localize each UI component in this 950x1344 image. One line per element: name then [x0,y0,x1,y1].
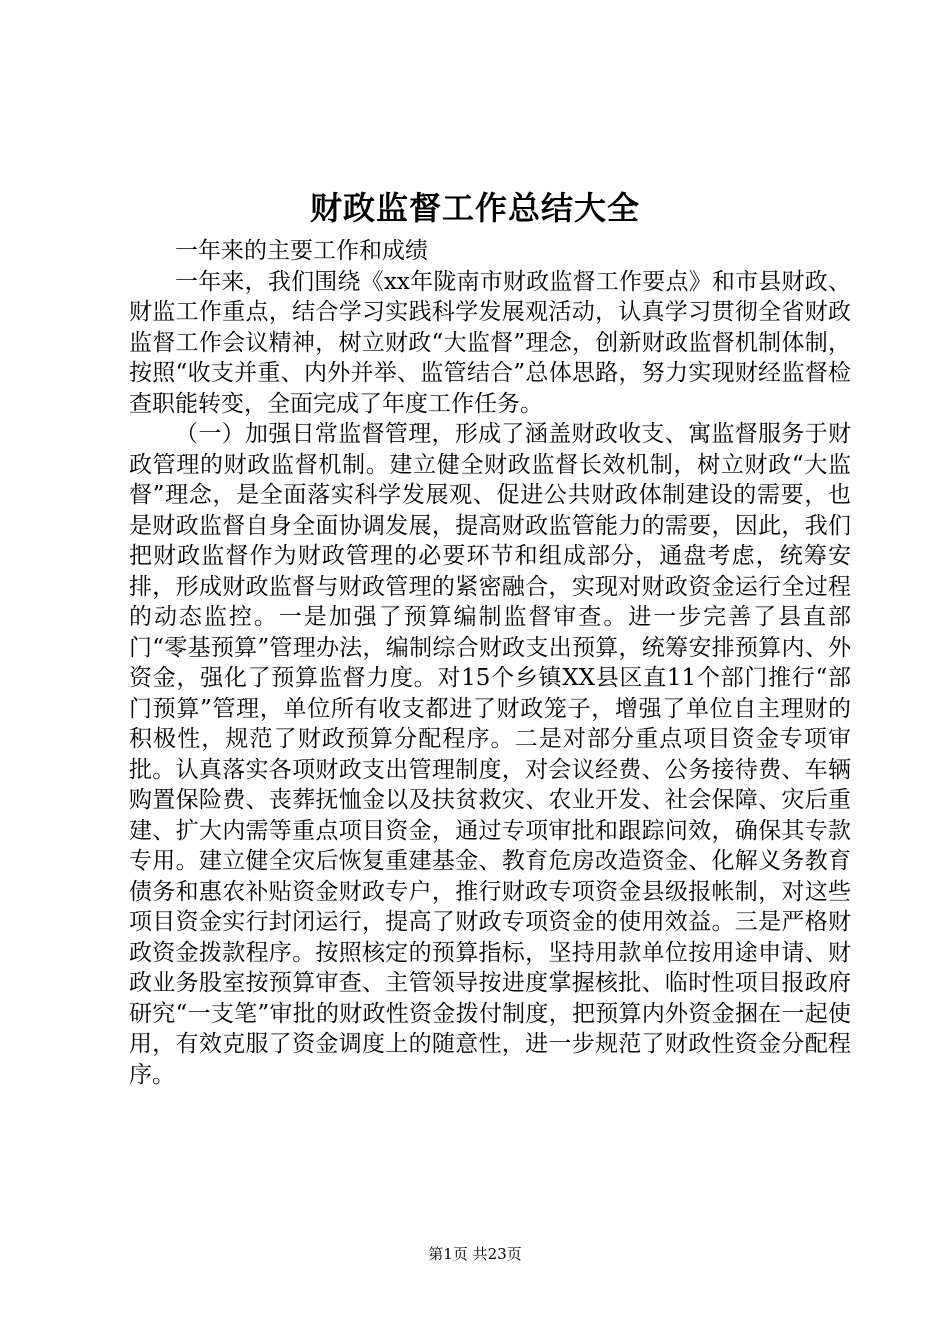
paragraph-section-one: （一）加强日常监督管理，形成了涵盖财政收支、寓监督服务于财政管理的财政监督机制。建立健全财政监督长效机制，树立财政“大监督”理念，是全面落实科学发展观、促进公共财政体制建设的需要，也是财政监督自身全面协调发展，提高财政监管能力的需要，因此，我们把财政监督作为财政管理的必要环节和组成部分，通盘考虑，统筹安排，形成财政监督与财政管理的紧密融合，实现对财政资金运行全过程的动态监控。一是加强了预算编制监督审查。进一步完善了县直部门“零基预算”管理办法，编制综合财政支出预算，统筹安排预算内、外资金，强化了预算监督力度。对15个乡镇XX县区直11个部门推行“部门预算”管理，单位所有收支都进了财政笼子，增强了单位自主理财的积极性，规范了财政预算分配程序。二是对部分重点项目资金专项审批。认真落实各项财政支出管理制度，对会议经费、公务接待费、车辆购置保险费、丧葬抚恤金以及扶贫救灾、农业开发、社会保障、灾后重建、扩大内需等重点项目资金，通过专项审批和跟踪问效，确保其专款专用。建立健全灾后恢复重建基金、教育危房改造资金、化解义务教育债务和惠农补贴资金财政专户，推行财政专项资金县级报帐制，对这些项目资金实行封闭运行，提高了财政专项资金的使用效益。三是严格财政资金拨款程序。按照核定的预算指标，坚持用款单位按用途申请、财政业务股室按预算审查、主管领导按进度掌握核批、临时性项目报政府研究“一支笔”审批的财政性资金拨付制度，把预算内外资金捆在一起使用，有效克服了资金调度上的随意性，进一步规范了财政性资金分配程序。 [129,421,851,1088]
section-heading: 一年来的主要工作和成绩 [175,238,428,264]
paragraph-intro: 一年来，我们围绕《xx年陇南市财政监督工作要点》和市县财政、财监工作重点，结合学习实践科学发展观活动，认真学习贯彻全省财政监督工作会议精神，树立财政“大监督”理念，创新财政监督机制体制，按照“收支并重、内外并举、监管结合”总体思路，努力实现财经监督检查职能转变，全面完成了年度工作任务。 [129,268,851,417]
document-body [129,236,851,1090]
document-title: 财政监督工作总结大全 [309,189,640,227]
page-number: 第1页 共23页 [428,1245,522,1263]
